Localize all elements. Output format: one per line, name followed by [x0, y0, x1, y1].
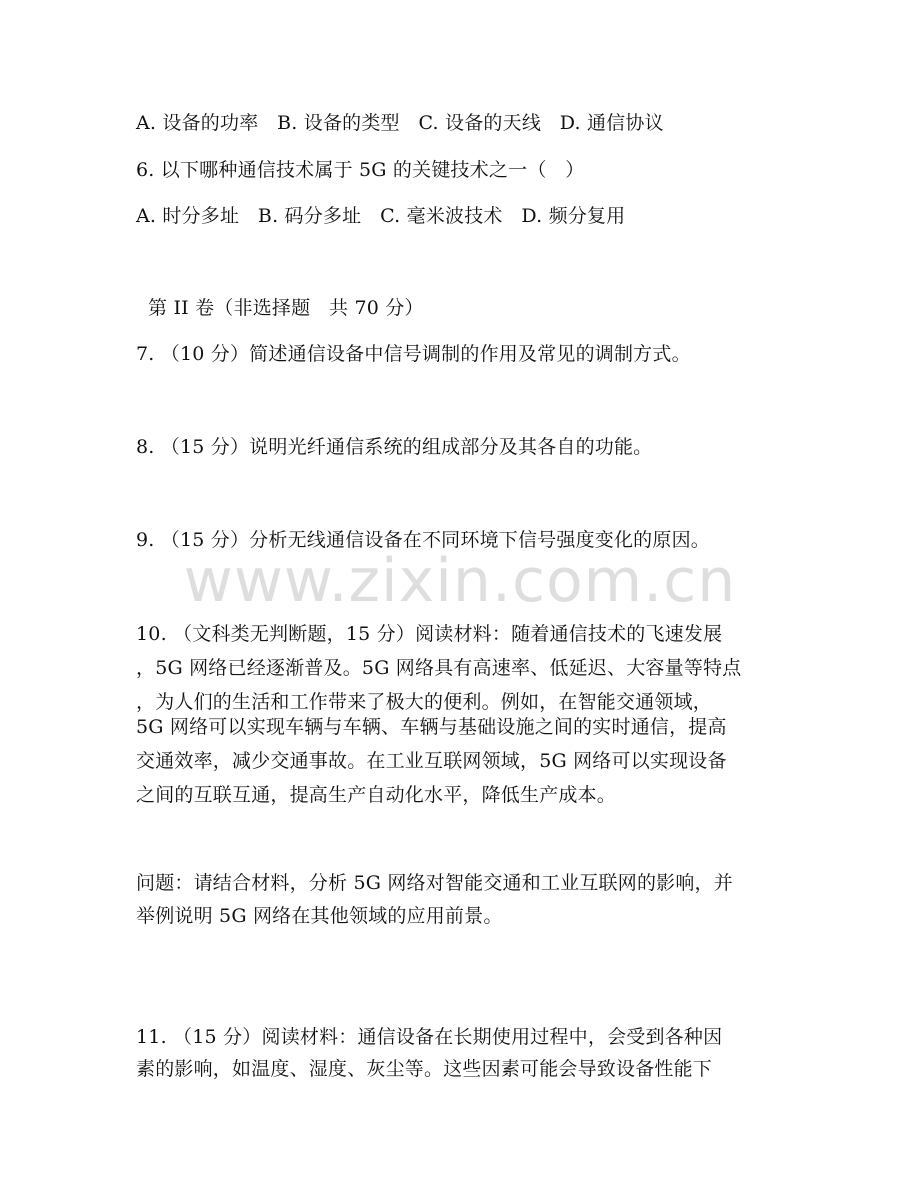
question-8: 8. （15 分）说明光纤通信系统的组成部分及其各自的功能。 — [136, 436, 653, 458]
question-7: 7. （10 分）简述通信设备中信号调制的作用及常见的调制方式。 — [136, 343, 691, 365]
question-10-line: 5G 网络可以实现车辆与车辆、车辆与基础设施之间的实时通信，提高 — [136, 716, 727, 738]
section-2-title: 第 II 卷（非选择题 共 70 分） — [148, 297, 424, 319]
question-10-line: 交通效率，减少交通事故。在工业互联网领域，5G 网络可以实现设备 — [136, 750, 727, 772]
question-10-prompt-line: 问题：请结合材料，分析 5G 网络对智能交通和工业互联网的影响，并 — [136, 872, 733, 894]
question-10-line: 10. （文科类无判断题，15 分）阅读材料：随着通信技术的飞速发展 — [136, 623, 723, 645]
question-11-line: 11. （15 分）阅读材料：通信设备在长期使用过程中，会受到各种因 — [136, 1026, 723, 1048]
q6-options: A. 时分多址 B. 码分多址 C. 毫米波技术 D. 频分复用 — [136, 205, 626, 227]
watermark: www.zixin.com.cn — [183, 546, 737, 616]
q6-stem: 6. 以下哪种通信技术属于 5G 的关键技术之一（ ） — [136, 159, 585, 181]
question-10-prompt-line: 举例说明 5G 网络在其他领域的应用前景。 — [136, 905, 503, 927]
question-9: 9. （15 分）分析无线通信设备在不同环境下信号强度变化的原因。 — [136, 529, 710, 551]
question-11-line: 素的影响，如温度、湿度、灰尘等。这些因素可能会导致设备性能下 — [136, 1058, 713, 1080]
question-10-line: ，5G 网络已经逐渐普及。5G 网络具有高速率、低延迟、大容量等特点 — [136, 657, 742, 679]
question-10-line: ，为人们的生活和工作带来了极大的便利。例如，在智能交通领域， — [136, 691, 713, 713]
question-10-line: 之间的互联互通，提高生产自动化水平，降低生产成本。 — [136, 784, 617, 806]
q5-options: A. 设备的功率 B. 设备的类型 C. 设备的天线 D. 通信协议 — [136, 112, 664, 134]
